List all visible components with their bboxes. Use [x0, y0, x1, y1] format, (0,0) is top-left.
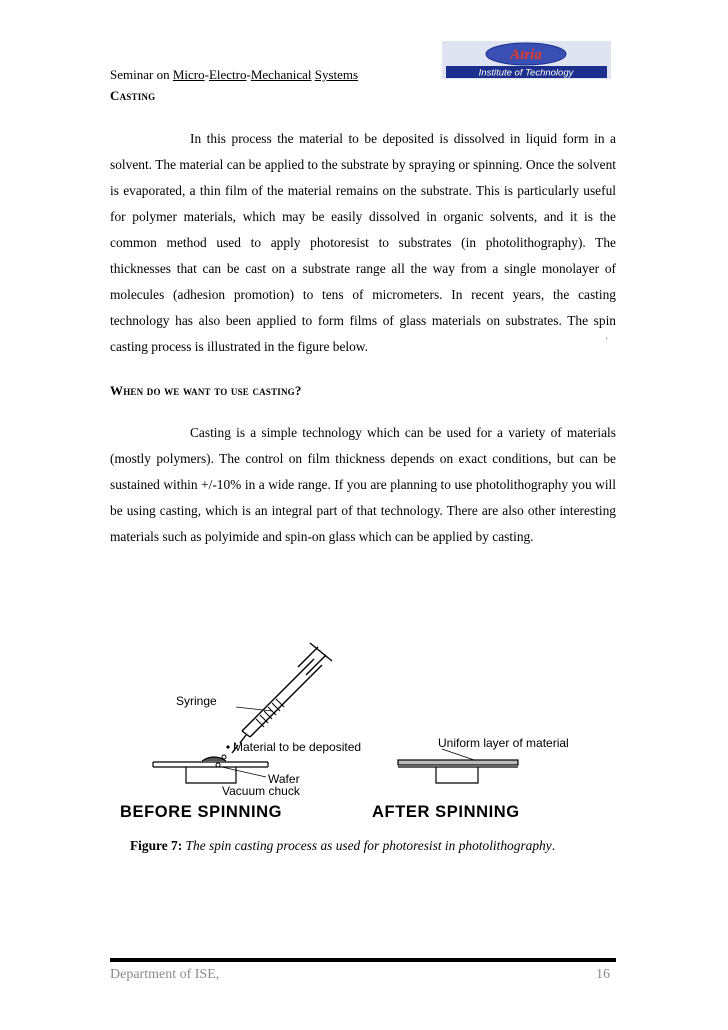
figure-caption — [130, 838, 555, 854]
footer-department: Department of ISE, — [110, 967, 220, 982]
header-word-systems: Systems — [314, 67, 359, 82]
spin-casting-figure — [118, 625, 618, 825]
label-wafer: Wafer — [268, 772, 300, 786]
header-sep-2: - — [246, 67, 251, 82]
stray-mark: ' — [606, 336, 608, 346]
syringe-leader — [236, 707, 272, 711]
after-chuck — [398, 760, 518, 783]
logo-text-top: Atria — [510, 47, 542, 63]
header-word-mechanical: Mechanical — [250, 67, 312, 82]
caption-text: The spin casting process as used for photoresist in photolithography — [182, 838, 552, 853]
material-bullet — [226, 745, 229, 748]
label-chuck: Vacuum chuck — [222, 784, 300, 798]
section-heading-casting: Casting — [110, 88, 156, 103]
header-sep-1: - — [204, 67, 209, 82]
header-prefix: Seminar on — [110, 67, 173, 82]
label-material: Material to be deposited — [233, 740, 362, 754]
footer-page-number: 16 — [596, 967, 610, 982]
label-syringe: Syringe — [176, 694, 217, 708]
section-heading-when: When do we want to use casting? — [110, 383, 302, 398]
running-header — [110, 67, 358, 83]
when-paragraph: Casting is a simple technology which can be used for a variety of materials (mostly polymers). The control on film thickness depends on exact conditions, but can be sustained within +/-10% in a wide range. If you are planning to use photolithography you will be using casting, which is an integral part of that technology. There are also other interesting materials such as polyimide and spin-on glass which can be applied by casting. — [110, 425, 616, 544]
header-word-electro: Electro — [208, 67, 247, 82]
before-chuck — [153, 757, 268, 783]
syringe-drawing — [232, 643, 332, 753]
casting-paragraph: In this process the material to be deposited is dissolved in liquid form in a solvent. The material can be applied to the substrate by spraying or spinning. Once the solvent is evaporated, a thin film of the material remains on the substrate. This is particularly useful for polymer materials, which may be easily dissolved in organic solvents, and it is the common method used to apply photoresist to substrates (in photolithography). The thicknesses that can be cast on a substrate range all the way from a single monolayer of molecules (adhesion promotion) to tens of micrometers. In recent years, the casting technology has also been applied to form films of glass materials on substrates. The spin casting process is illustrated in the figure below. — [110, 131, 616, 354]
figure-title-before: BEFORE SPINNING — [120, 803, 283, 821]
footer-divider — [110, 958, 616, 962]
wafer-leader — [222, 767, 266, 777]
header-word-micro: Micro — [172, 67, 205, 82]
label-uniform: Uniform layer of material — [438, 736, 569, 750]
caption-end: . — [551, 838, 556, 853]
uniform-leader — [442, 749, 474, 760]
atria-logo — [442, 41, 611, 79]
logo-text-bottom: Institute of Technology — [478, 67, 574, 79]
figure-title-after: AFTER SPINNING — [372, 803, 520, 821]
caption-lead: Figure 7: — [130, 838, 183, 853]
